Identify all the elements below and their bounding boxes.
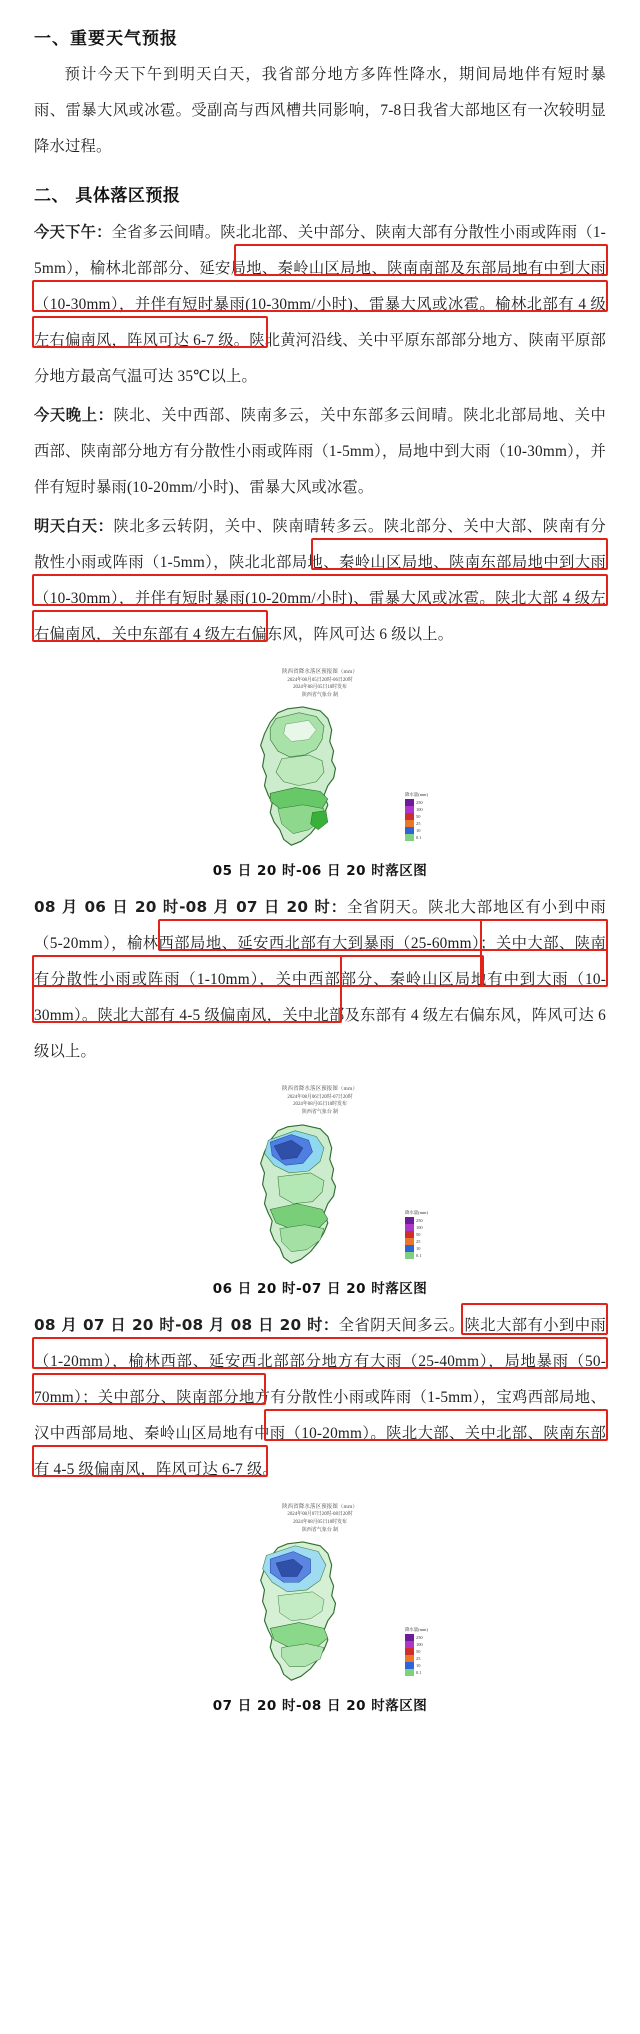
- map-issuer-1: 陕西省气象台 制: [301, 693, 339, 699]
- legend-tick: 10: [416, 828, 421, 834]
- map-body-1: [195, 703, 445, 851]
- forecast-lead-this-afternoon: 今天下午：: [34, 223, 112, 241]
- section-title-detailed-forecast: 二、 具体落区预报: [34, 186, 181, 206]
- forecast-body-tomorrow-daytime: 陕北多云转阴，关中、陕南晴转多云。陕北部分、关中大部、陕南有分散性小雨或阵雨（1-5mm），陕北北部局地、秦岭山区局地、陕南东部局地中到大雨（10-30mm），并伴有短时暴雨(10-20mm/小时)、雷暴大风或冰雹。陕北大部 4 级左右偏南风，关中东部有 4 级左右偏东风，阵风可达 6 级以上。: [34, 518, 606, 643]
- legend-tick: 25: [416, 1655, 421, 1661]
- map-legend-ticks-1: [414, 799, 423, 841]
- province-outline-1: [225, 705, 375, 849]
- forecast-block-tomorrow-daytime: [34, 508, 606, 653]
- forecast-body-tonight: 陕北、关中西部、陕南多云，关中东部多云间晴。陕北北部局地、关中西部、陕南部分地方有分散性小雨或阵雨（1-5mm），局地中到大雨（10-30mm），并伴有短时暴雨(10-20mm/小时)、雷暴大风或冰雹。: [34, 407, 606, 496]
- legend-tick: 10: [416, 1245, 421, 1251]
- forecast-paragraph-tomorrow-daytime: [34, 508, 606, 653]
- map-legend-unit-2: 降水量(mm): [405, 1209, 428, 1215]
- legend-tick: 250: [416, 1634, 423, 1640]
- map-issued-time-3: 2024年08月05日10时发布: [293, 1519, 347, 1525]
- map-valid-time-2: 2024年08月06日20时-07日20时: [287, 1095, 353, 1101]
- forecast-lead-period-2: 08 月 07 日 20 时-08 月 08 日 20 时：: [34, 1315, 339, 1334]
- map-title-1: 陕西省降水落区预报图（mm）: [282, 669, 358, 675]
- map-caption-3: 07 日 20 时-08 日 20 时落区图: [212, 1697, 428, 1714]
- forecast-lead-tonight: 今天晚上：: [34, 406, 114, 424]
- map-issued-time-2: 2024年08月05日10时发布: [293, 1102, 347, 1108]
- map-header-1: [195, 669, 445, 699]
- forecast-block-period-1: [34, 889, 606, 1070]
- map-card-2: [195, 1086, 445, 1268]
- map-card-3: [195, 1504, 445, 1686]
- map-header-2: [195, 1086, 445, 1116]
- forecast-paragraph-period-1: [34, 889, 606, 1070]
- map-legend-bar-2: [405, 1217, 439, 1259]
- legend-tick: 0.1: [416, 1669, 422, 1675]
- figure-map-1: [34, 669, 606, 879]
- legend-tick: 10: [416, 1662, 421, 1668]
- map-legend-bar-1: [405, 799, 439, 841]
- map-issued-time-1: 2024年08月05日10时发布: [293, 684, 347, 690]
- map-legend-swatches-1: [405, 799, 414, 841]
- section-title-important-weather: 一、重要天气预报: [34, 29, 178, 49]
- forecast-lead-tomorrow-daytime: 明天白天：: [34, 517, 114, 535]
- forecast-block-period-2: [34, 1307, 606, 1488]
- legend-tick: 25: [416, 821, 421, 827]
- map-legend-ticks-2: [414, 1217, 423, 1259]
- forecast-block-this-afternoon: [34, 214, 606, 395]
- map-caption-2: 06 日 20 时-07 日 20 时落区图: [212, 1280, 428, 1297]
- map-header-3: [195, 1504, 445, 1534]
- legend-tick: 100: [416, 1641, 423, 1647]
- forecast-paragraph-this-afternoon: [34, 214, 606, 395]
- map-card-1: [195, 669, 445, 851]
- paragraph-important-weather: 预计今天下午到明天白天，我省部分地方多阵性降水，期间局地伴有短时暴雨、雷暴大风或冰雹。受副高与西风槽共同影响，7-8日我省大部地区有一次较明显降水过程。: [34, 66, 606, 155]
- map-body-3: [195, 1538, 445, 1686]
- map-legend-ticks-3: [414, 1634, 423, 1676]
- forecast-block-tonight: [34, 397, 606, 506]
- map-body-2: [195, 1121, 445, 1269]
- legend-tick: 250: [416, 1217, 423, 1223]
- map-caption-1: 05 日 20 时-06 日 20 时落区图: [212, 863, 428, 880]
- map-valid-time-1: 2024年08月05日20时-06日20时: [287, 677, 353, 683]
- map-legend-2: [405, 1210, 439, 1259]
- legend-tick: 0.1: [416, 835, 422, 841]
- map-title-2: 陕西省降水落区预报图（mm）: [282, 1086, 358, 1093]
- province-outline-2: [225, 1123, 375, 1267]
- legend-tick: 50: [416, 1231, 421, 1237]
- map-legend-1: [405, 792, 439, 841]
- forecast-paragraph-tonight: [34, 397, 606, 506]
- legend-tick: 50: [416, 1648, 421, 1654]
- map-legend-3: [405, 1627, 439, 1676]
- legend-tick: 100: [416, 807, 423, 813]
- legend-tick: 25: [416, 1238, 421, 1244]
- legend-tick: 0.1: [416, 1252, 422, 1258]
- forecast-body-this-afternoon: 全省多云间晴。陕北北部、关中部分、陕南大部有分散性小雨或阵雨（1-5mm），榆林北部部分、延安局地、秦岭山区局地、陕南南部及东部局地有中到大雨（10-30mm），并伴有短时暴雨(10-30mm/小时)、雷暴大风或冰雹。榆林北部有 4 级左右偏南风，阵风可达 6-7 级。陕北黄河沿线、关中平原东部部分地方、陕南平原部分地方最高气温可达 35℃以上。: [34, 224, 606, 385]
- map-valid-time-3: 2024年08月07日20时-08日20时: [287, 1512, 353, 1518]
- figure-map-2: [34, 1086, 606, 1296]
- map-legend-unit-1: 降水量(mm): [405, 792, 428, 798]
- forecast-body-period-1: 全省阴天。陕北大部地区有小到中雨（5-20mm），榆林西部局地、延安西北部有大到暴雨（25-60mm）；关中大部、陕南有分散性小雨或阵雨（1-10mm），关中西部部分、秦岭山区局地有中到大雨（10-30mm）。陕北大部有 4-5 级偏南风，关中北部及东部有 4 级左右偏东风，阵风可达 6 级以上。: [34, 899, 607, 1061]
- forecast-lead-period-1: 08 月 06 日 20 时-08 月 07 日 20 时：: [34, 898, 347, 917]
- legend-tick: 50: [416, 814, 421, 820]
- map-legend-bar-3: [405, 1634, 439, 1676]
- map-title-3: 陕西省降水落区预报图（mm）: [282, 1503, 358, 1510]
- legend-tick: 100: [416, 1224, 423, 1230]
- map-legend-unit-3: 降水量(mm): [405, 1626, 428, 1632]
- province-outline-3: [225, 1540, 375, 1684]
- forecast-paragraph-period-2: [34, 1307, 606, 1488]
- map-legend-swatches-3: [405, 1634, 414, 1676]
- map-legend-swatches-2: [405, 1217, 414, 1259]
- figure-map-3: [34, 1504, 606, 1714]
- legend-tick: 250: [416, 800, 423, 806]
- map-issuer-3: 陕西省气象台 制: [301, 1527, 339, 1533]
- forecast-body-period-2: 全省阴天间多云。陕北大部有小到中雨（1-20mm），榆林西部、延安西北部部分地方有大雨（25-40mm），局地暴雨（50-70mm）；关中部分、陕南部分地方有分散性小雨或阵雨（1-5mm），宝鸡西部局地、汉中西部局地、秦岭山区局地有中雨（10-20mm）。陕北大部、关中北部、陕南东部有 4-5 级偏南风，阵风可达 6-7 级。: [34, 1316, 607, 1478]
- map-issuer-2: 陕西省气象台 制: [301, 1110, 339, 1116]
